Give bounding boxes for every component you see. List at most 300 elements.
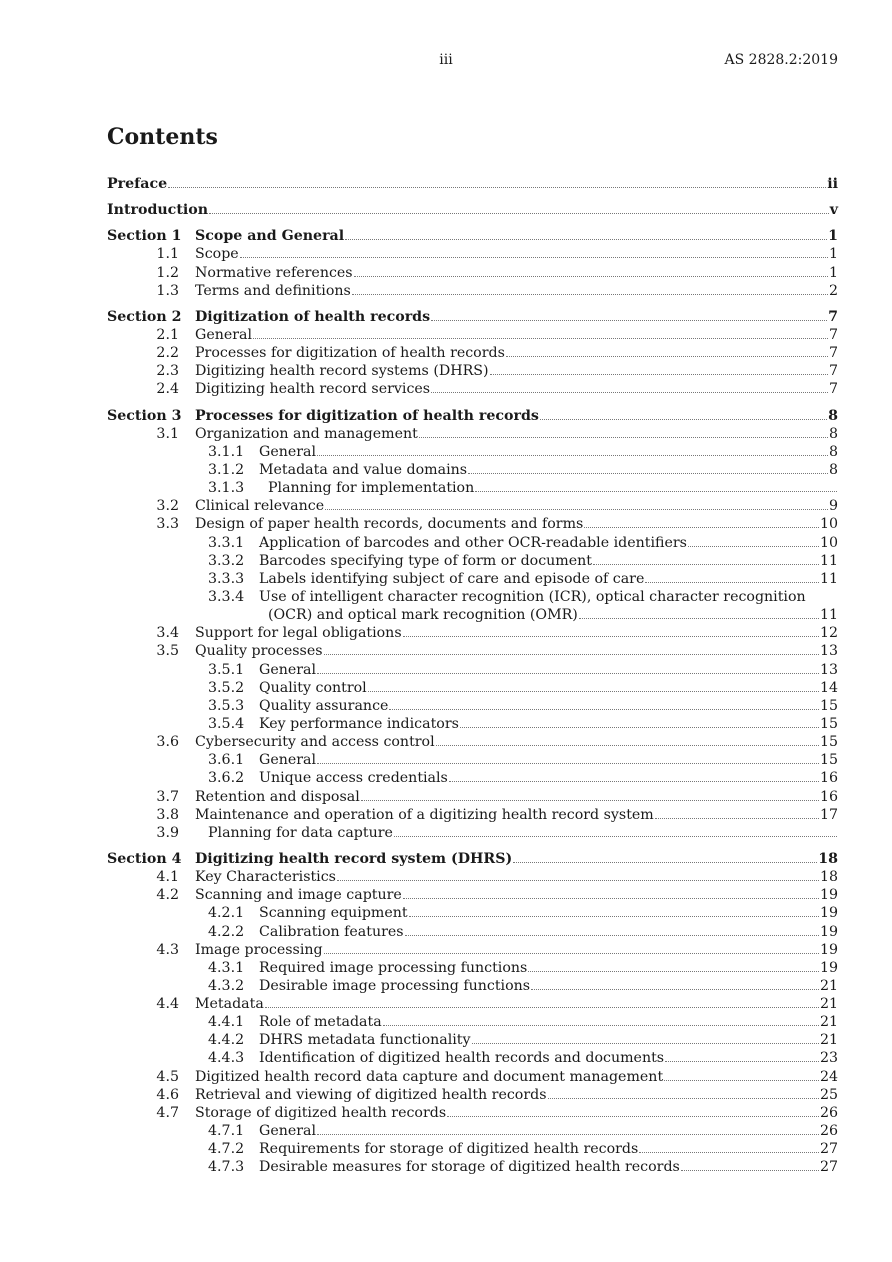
toc-entry[interactable]: [107, 769, 838, 787]
toc-page-number: 18: [819, 869, 838, 886]
toc-page-number: ii: [827, 176, 838, 192]
toc-entry-line: [195, 380, 838, 398]
toc-page-number: 8: [828, 425, 838, 442]
toc-page-number: v: [829, 202, 838, 219]
toc-entry[interactable]: [107, 552, 838, 570]
toc-entry-title: Desirable image processing functions: [259, 977, 531, 994]
toc-entry-title: Planning for data capture: [208, 824, 393, 841]
toc-page-number: 26: [819, 1104, 838, 1121]
toc-entry-title: Use of intelligent character recognition (ICR), optical character recognition: [259, 588, 806, 605]
toc-entry-line: [195, 1068, 838, 1086]
toc-entry-title: Cybersecurity and access control: [195, 734, 435, 751]
toc-entry-number: 3.3.1: [208, 534, 245, 551]
toc-entry-line: [195, 308, 838, 326]
contents-heading: Contents: [107, 124, 218, 150]
dot-leader: [352, 282, 828, 295]
toc-entry-line: [195, 788, 838, 806]
toc-page-number: 15: [819, 697, 838, 714]
toc-entry-number: 4.4: [156, 996, 179, 1013]
toc-entry-number: 4.4.3: [208, 1050, 245, 1067]
toc-entry-title: Normative references: [195, 264, 353, 281]
section-label: Section 2: [107, 308, 182, 325]
dot-leader: [579, 606, 819, 619]
toc-entry-number: 3.3.3: [208, 570, 245, 587]
dot-leader: [389, 697, 819, 710]
toc-entry-title: Organization and management: [195, 425, 418, 442]
toc-entry-line: [259, 769, 838, 787]
toc-entry-line: [195, 497, 838, 515]
dot-leader: [528, 959, 819, 972]
toc-entry-title: Processes for digitization of health records: [195, 407, 539, 424]
toc-entry-title: Digitizing health record systems (DHRS): [195, 363, 489, 380]
toc-entry[interactable]: [107, 1104, 838, 1122]
toc-entry-number: 1.1: [156, 246, 179, 263]
toc-entry[interactable]: [107, 362, 838, 380]
toc-entry-title: Calibration features: [259, 923, 404, 940]
toc-entry[interactable]: [107, 806, 838, 824]
dot-leader: [531, 977, 819, 990]
toc-entry-line: [195, 1104, 838, 1122]
toc-entry-number: 4.2.1: [208, 905, 245, 922]
toc-entry[interactable]: [107, 515, 838, 533]
toc-entry[interactable]: [107, 679, 838, 697]
dot-leader: [475, 479, 837, 492]
toc-page-number: 8: [828, 461, 838, 478]
toc-entry-number: 3.6.1: [208, 752, 245, 769]
toc-entry[interactable]: [107, 497, 838, 515]
toc-entry-line: [259, 679, 838, 697]
toc-page-number: 10: [819, 516, 838, 533]
toc-entry-title: Key Characteristics: [195, 869, 336, 886]
toc-entry-number: 3.5.4: [208, 715, 245, 732]
toc-entry-number: 1.3: [156, 282, 179, 299]
toc-entry[interactable]: [107, 282, 838, 300]
toc-entry-line: [195, 850, 838, 868]
toc-entry[interactable]: [107, 461, 838, 479]
dot-leader: [394, 824, 837, 837]
toc-entry[interactable]: [107, 868, 838, 886]
toc-entry-number: 2.4: [156, 381, 179, 398]
toc-entry-line: [195, 362, 838, 380]
dot-leader: [688, 534, 819, 547]
toc-entry-title: Desirable measures for storage of digitized health records: [259, 1159, 680, 1176]
toc-page-number: 19: [819, 887, 838, 904]
toc-page-number: 7: [828, 381, 838, 398]
toc-page-number: 7: [828, 363, 838, 380]
toc-entry-line: [195, 227, 838, 245]
toc-entry-line: [259, 1122, 838, 1140]
toc-entry[interactable]: [107, 407, 838, 425]
toc-entry-number: 3.3.4: [208, 588, 245, 605]
section-label: Section 3: [107, 407, 182, 424]
toc-entry-line: [259, 697, 838, 715]
dot-leader: [540, 407, 827, 420]
toc-page-number: 17: [819, 806, 838, 823]
toc-entry-title: Maintenance and operation of a digitizing health record system: [195, 806, 654, 823]
toc-entry-number: 4.1: [156, 869, 179, 886]
toc-entry[interactable]: [107, 425, 838, 443]
toc-entry-number: 4.3: [156, 941, 179, 958]
toc-entry[interactable]: [107, 923, 838, 941]
toc-entry[interactable]: [107, 326, 838, 344]
toc-entry-line: [259, 751, 838, 769]
toc-entry-line: [195, 264, 838, 282]
toc-entry-line: [195, 806, 838, 824]
toc-page-number: 16: [819, 788, 838, 805]
dot-leader: [449, 769, 819, 782]
dot-leader: [513, 850, 817, 863]
toc-entry[interactable]: [107, 751, 838, 769]
toc-entry[interactable]: [107, 624, 838, 642]
toc-entry[interactable]: [107, 661, 838, 679]
toc-entry-line: [259, 552, 838, 570]
toc-page-number: 11: [819, 607, 838, 624]
dot-leader: [447, 1104, 819, 1117]
toc-entry-line: [259, 1140, 838, 1158]
toc-entry[interactable]: [107, 308, 838, 326]
toc-entry-title: Quality processes: [195, 643, 323, 660]
toc-entry-title: Digitizing health record services: [195, 381, 431, 398]
toc-entry-number: 3.5.1: [208, 661, 245, 678]
toc-entry-title-line2: (OCR) and optical mark recognition (OMR): [268, 607, 578, 624]
toc-entry-number: 3.4: [156, 625, 179, 642]
toc-entry-number: 3.5.2: [208, 679, 245, 696]
toc-entry-number: 2.3: [156, 363, 179, 380]
dot-leader: [436, 733, 819, 746]
toc-entry-title: General: [259, 1123, 317, 1140]
toc-entry[interactable]: [107, 1068, 838, 1086]
toc-entry[interactable]: [107, 1013, 838, 1031]
toc-entry-number: 3.5.3: [208, 697, 245, 714]
dot-leader: [593, 552, 819, 565]
dot-leader: [324, 941, 819, 954]
toc-entry-number: 3.3: [156, 516, 179, 533]
toc-entry-line: [259, 661, 838, 679]
toc-entry[interactable]: [107, 570, 838, 588]
toc-page-number: 15: [819, 752, 838, 769]
dot-leader: [265, 995, 819, 1008]
dot-leader: [317, 1122, 819, 1135]
toc-entry[interactable]: [107, 995, 838, 1013]
dot-leader: [490, 362, 828, 375]
toc-entry-line: [195, 515, 838, 533]
section-label: Section 4: [107, 850, 182, 867]
toc-page-number: 8: [828, 407, 838, 424]
toc-entry[interactable]: [107, 344, 838, 362]
toc-entry-number: 4.3.2: [208, 977, 245, 994]
toc-entry[interactable]: [107, 201, 838, 219]
dot-leader: [506, 344, 828, 357]
toc-entry-title: Retrieval and viewing of digitized health records: [195, 1086, 547, 1103]
toc-entry-title: Storage of digitized health records: [195, 1104, 447, 1121]
toc-entry-line: [259, 1049, 838, 1067]
toc-page-number: 26: [819, 1123, 838, 1140]
toc-entry-line: [259, 1158, 838, 1176]
toc-entry[interactable]: [107, 886, 838, 904]
toc-entry[interactable]: [107, 642, 838, 660]
toc-entry[interactable]: [107, 264, 838, 282]
dot-leader: [655, 806, 819, 819]
toc-page-number: 16: [819, 770, 838, 787]
toc-entry-line: [259, 715, 838, 733]
toc-entry-number: 4.7.1: [208, 1123, 245, 1140]
toc-entry-line: [195, 642, 838, 660]
toc-entry-line: [259, 904, 838, 922]
toc-entry-line: [195, 624, 838, 642]
dot-leader: [345, 227, 827, 240]
toc-entry-line: [195, 941, 838, 959]
toc-entry[interactable]: [107, 175, 838, 193]
toc-entry-number: 4.2: [156, 887, 179, 904]
toc-page-number: 1: [828, 264, 838, 281]
toc-page-number: 21: [819, 996, 838, 1013]
dot-leader: [665, 1049, 819, 1062]
dot-leader: [383, 1013, 819, 1026]
toc-entry[interactable]: [107, 534, 838, 552]
toc-entry-line: [259, 534, 838, 552]
toc-entry-title: DHRS metadata functionality: [259, 1032, 471, 1049]
toc-entry-line: [195, 868, 838, 886]
toc-entry-title: Support for legal obligations: [195, 625, 402, 642]
toc-entry-title: Retention and disposal: [195, 788, 360, 805]
toc-page-number: 19: [819, 923, 838, 940]
document-id: AS 2828.2:2019: [724, 52, 838, 68]
toc-entry-title: Digitized health record data capture and document management: [195, 1068, 664, 1085]
toc-page-number: 1: [828, 228, 838, 245]
dot-leader: [240, 245, 828, 258]
toc-entry[interactable]: [107, 788, 838, 806]
toc-entry-number: 3.6: [156, 734, 179, 751]
toc-page-number: 14: [819, 679, 838, 696]
toc-entry-title: General: [195, 326, 253, 343]
toc-page-number: 21: [819, 1014, 838, 1031]
toc-entry[interactable]: [107, 1122, 838, 1140]
toc-entry-title: Labels identifying subject of care and episode of care: [259, 570, 645, 587]
dot-leader: [325, 497, 828, 510]
toc-entry-title: Metadata and value domains: [259, 461, 468, 478]
toc-entry-line: [195, 282, 838, 300]
toc-entry-number: 4.2.2: [208, 923, 245, 940]
toc-entry-number: 2.2: [156, 345, 179, 362]
dot-leader: [368, 679, 819, 692]
toc-entry-title: General: [259, 752, 317, 769]
toc-entry-title: Digitization of health records: [195, 308, 431, 325]
toc-entry[interactable]: [107, 1140, 838, 1158]
toc-entry-title: Preface: [107, 176, 168, 192]
toc-entry-line: [107, 175, 838, 193]
dot-leader: [681, 1158, 819, 1171]
toc-entry[interactable]: [107, 588, 838, 624]
toc-entry-line: [195, 886, 838, 904]
toc-entry-number: 1.2: [156, 264, 179, 281]
toc-page-number: 13: [819, 661, 838, 678]
toc-page-number: 9: [828, 498, 838, 515]
toc-entry-title: Digitizing health record system (DHRS): [195, 850, 513, 867]
dot-leader: [403, 624, 819, 637]
toc-entry-line: [259, 570, 838, 588]
toc-entry-line: [195, 1086, 838, 1104]
toc-entry[interactable]: [107, 733, 838, 751]
toc-entry-number: 3.9: [156, 824, 179, 841]
toc-page-number: 11: [819, 552, 838, 569]
toc-entry[interactable]: [107, 245, 838, 263]
toc-entry-number: 3.2: [156, 498, 179, 515]
toc-entry-line: [259, 977, 838, 995]
toc-entry-title: Identification of digitized health records and documents: [259, 1050, 665, 1067]
dot-leader: [317, 661, 819, 674]
dot-leader: [361, 788, 819, 801]
toc-entry-title: Introduction: [107, 202, 209, 219]
toc-entry-number: 3.3.2: [208, 552, 245, 569]
toc-entry[interactable]: [107, 227, 838, 245]
toc-entry-title: Requirements for storage of digitized health records: [259, 1141, 639, 1158]
dot-leader: [431, 380, 828, 393]
toc-entry-title: Required image processing functions: [259, 959, 528, 976]
toc-entry[interactable]: [107, 977, 838, 995]
toc-entry-line: [259, 923, 838, 941]
toc-page-number: 19: [819, 941, 838, 958]
toc-page-number: 15: [819, 734, 838, 751]
toc-entry[interactable]: [107, 1049, 838, 1067]
toc-entry-number: 3.5: [156, 643, 179, 660]
toc-entry-number: 4.4.2: [208, 1032, 245, 1049]
toc-page-number: 18: [818, 850, 838, 867]
toc-entry-number: 4.5: [156, 1068, 179, 1085]
toc-page-number: 23: [819, 1050, 838, 1067]
section-label: Section 1: [107, 228, 182, 245]
toc-entry-line: [195, 733, 838, 751]
toc-entry-title: Design of paper health records, documents and forms: [195, 516, 584, 533]
toc-page-number: 7: [828, 308, 838, 325]
dot-leader: [460, 715, 819, 728]
toc-entry[interactable]: [107, 697, 838, 715]
dot-leader: [209, 201, 829, 214]
toc-entry-number: 3.1: [156, 425, 179, 442]
toc-entry-title: Quality control: [259, 679, 367, 696]
toc-entry-number: 2.1: [156, 326, 179, 343]
dot-leader: [645, 570, 819, 583]
toc-entry[interactable]: [107, 904, 838, 922]
toc-page-number: 1: [828, 246, 838, 263]
toc-entry-line: [195, 344, 838, 362]
toc-entry-line: [195, 245, 838, 263]
toc-entry-number: 3.1.3: [208, 480, 245, 497]
toc-entry[interactable]: [107, 443, 838, 461]
toc-entry-number: 3.6.2: [208, 770, 245, 787]
toc-entry-title-continued: [268, 606, 838, 624]
toc-entry-title: Scope and General: [195, 228, 345, 245]
toc-entry-title: Processes for digitization of health records: [195, 345, 505, 362]
dot-leader: [337, 868, 819, 881]
toc-page-number: 10: [819, 534, 838, 551]
dot-leader: [324, 642, 819, 655]
toc-entry-number: 3.7: [156, 788, 179, 805]
toc-entry-title: Key performance indicators: [259, 715, 459, 732]
toc-entry-line: [195, 407, 838, 425]
toc-entry-line: [259, 443, 838, 461]
toc-entry-title: Barcodes specifying type of form or document: [259, 552, 592, 569]
toc-entry-title: Image processing: [195, 941, 323, 958]
toc-entry[interactable]: [107, 479, 838, 497]
toc-page-number: 8: [828, 443, 838, 460]
toc-entry-title: Application of barcodes and other OCR-readable identifiers: [259, 534, 687, 551]
toc-entry-line: [259, 461, 838, 479]
toc-page-number: 21: [819, 1032, 838, 1049]
toc-page-number: 27: [819, 1141, 838, 1158]
toc-entry-number: 4.3.1: [208, 959, 245, 976]
toc-page-number: 2: [828, 282, 838, 299]
toc-entry-line: [259, 1013, 838, 1031]
toc-page-number: 11: [819, 570, 838, 587]
toc-entry-title: Planning for implementation: [268, 480, 475, 497]
toc-page-number: 19: [819, 905, 838, 922]
dot-leader: [419, 425, 828, 438]
toc-entry-number: 4.7: [156, 1104, 179, 1121]
toc-entry-number: 4.7.3: [208, 1159, 245, 1176]
toc-entry-number: 4.4.1: [208, 1014, 245, 1031]
toc-entry[interactable]: [107, 380, 838, 398]
toc-page-number: 15: [819, 715, 838, 732]
toc-entry-title: Role of metadata: [259, 1014, 382, 1031]
toc-page-number: 7: [828, 345, 838, 362]
toc-entry[interactable]: [107, 1086, 838, 1104]
toc-entry[interactable]: [107, 715, 838, 733]
toc-entry-title: Terms and definitions: [195, 282, 351, 299]
dot-leader: [431, 308, 827, 321]
toc-entry-line: [259, 588, 838, 624]
dot-leader: [468, 461, 828, 474]
toc-entry-line: [208, 824, 838, 842]
toc-entry[interactable]: [107, 850, 838, 868]
toc-entry-title: Metadata: [195, 996, 264, 1013]
toc-entry-title: Clinical relevance: [195, 498, 325, 515]
toc-entry-title: General: [259, 443, 317, 460]
toc-page-number: 27: [819, 1159, 838, 1176]
toc-page-number: 13: [819, 643, 838, 660]
dot-leader: [405, 923, 819, 936]
toc-entry[interactable]: [107, 1031, 838, 1049]
toc-entry-title: Quality assurance: [259, 697, 389, 714]
dot-leader: [354, 264, 828, 277]
toc-page-number: 7: [828, 326, 838, 343]
toc-entry-title: Scanning and image capture: [195, 887, 402, 904]
toc-entry-line: [195, 326, 838, 344]
toc-entry-number: 3.8: [156, 806, 179, 823]
toc-entry-line: [195, 995, 838, 1013]
toc-entry-line: [259, 1031, 838, 1049]
dot-leader: [403, 886, 819, 899]
toc-entry[interactable]: [107, 824, 838, 842]
toc-entry[interactable]: [107, 1158, 838, 1176]
toc-page-number: 19: [819, 959, 838, 976]
toc-entry-number: 3.1.1: [208, 443, 245, 460]
toc-entry-title: General: [259, 661, 317, 678]
dot-leader: [409, 904, 819, 917]
dot-leader: [584, 515, 819, 528]
dot-leader: [664, 1068, 819, 1081]
toc-entry[interactable]: [107, 941, 838, 959]
dot-leader: [253, 326, 828, 339]
toc-entry-line: [268, 479, 838, 497]
dot-leader: [548, 1086, 819, 1099]
toc-page-number: 24: [819, 1068, 838, 1085]
toc-entry[interactable]: [107, 959, 838, 977]
toc-entry-title: Unique access credentials: [259, 770, 448, 787]
dot-leader: [472, 1031, 819, 1044]
dot-leader: [317, 443, 828, 456]
toc-entry-number: 4.6: [156, 1086, 179, 1103]
dot-leader: [168, 175, 826, 188]
